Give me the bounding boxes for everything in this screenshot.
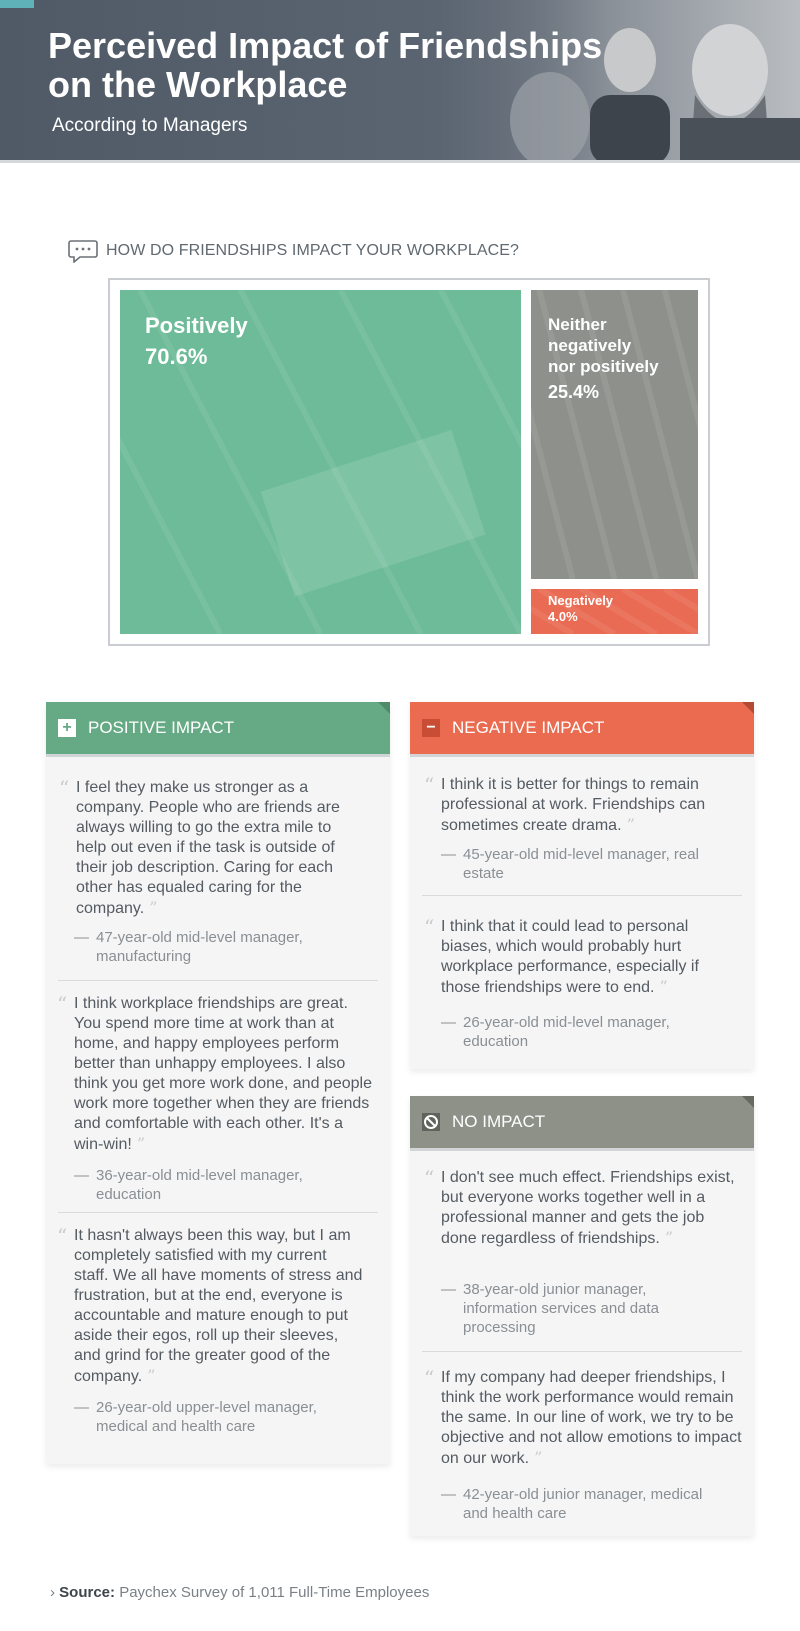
quote-text: I don't see much effect. Friendships exist, but everyone works together well in a professional manner and gets the job done regardless of friendships. xyxy=(441,1169,735,1247)
negative-impact-card xyxy=(410,702,754,1069)
category-name: Neither negatively nor positively xyxy=(548,315,659,376)
quote-text: It hasn't always been this way, but I am completely satisfied with my current staff. We all have moments of stress and frustration, but at the end, everyone is accountable and mature enough to put aside their egos, roll up their sleeves, and grind for the greater good of the company. xyxy=(74,1227,363,1385)
quote-text: I feel they make us stronger as a company. People who are friends are always willing to go the extra mile to help out even if the task is outside of their job description. Caring for each other has equaled caring for the company. xyxy=(76,779,340,917)
open-quote-icon: “ xyxy=(59,776,70,800)
no-impact-card xyxy=(410,1096,754,1536)
no-impact-header xyxy=(410,1096,754,1148)
survey-question xyxy=(68,238,519,264)
close-quote-icon: ” xyxy=(144,898,158,917)
page-subtitle: According to Managers xyxy=(52,115,248,136)
close-quote-icon: ” xyxy=(621,815,635,834)
plus-icon: + xyxy=(58,719,76,737)
positive-impact-card xyxy=(46,702,390,1464)
treemap-cell-negatively xyxy=(531,589,698,634)
quote-attribution: — 26-year-old mid-level manager, education xyxy=(441,1013,733,1051)
quote-attribution: — 47-year-old mid-level manager, manufacturing xyxy=(74,928,356,966)
quote-divider xyxy=(422,1351,742,1352)
open-quote-icon: “ xyxy=(57,992,68,1016)
header-underline xyxy=(46,754,390,757)
negative-impact-header xyxy=(410,702,754,754)
quote-divider xyxy=(58,1212,378,1213)
header-underline xyxy=(410,1148,754,1151)
close-quote-icon: ” xyxy=(654,977,668,996)
treemap-cell-positively xyxy=(120,290,521,634)
category-name: Negatively xyxy=(548,593,614,608)
corner-fold xyxy=(742,1096,754,1108)
open-quote-icon: “ xyxy=(424,773,435,797)
category-name: Positively xyxy=(145,313,248,338)
close-quote-icon: ” xyxy=(529,1448,543,1467)
negative-impact-title: NEGATIVE IMPACT xyxy=(452,718,605,737)
quote-attribution: — 26-year-old upper-level manager, medical and health care xyxy=(74,1398,356,1436)
quote-divider xyxy=(58,980,378,981)
positive-impact-title: POSITIVE IMPACT xyxy=(88,718,235,737)
quote-block xyxy=(424,915,741,998)
quote-block xyxy=(57,992,374,1155)
quote-block xyxy=(424,773,741,836)
speech-bubble-icon xyxy=(68,239,98,263)
category-value: 4.0% xyxy=(548,609,578,624)
open-quote-icon: “ xyxy=(424,1166,435,1190)
quote-divider xyxy=(422,895,742,896)
quote-block xyxy=(59,776,361,919)
impact-treemap-chart xyxy=(108,278,710,646)
close-quote-icon: ” xyxy=(142,1366,156,1385)
positive-impact-header xyxy=(46,702,390,754)
quote-attribution: — 45-year-old mid-level manager, real estate xyxy=(441,845,733,883)
no-impact-title: NO IMPACT xyxy=(452,1112,546,1131)
source-text: Paychex Survey of 1,011 Full-Time Employees xyxy=(119,1584,430,1601)
source-note xyxy=(50,1584,429,1601)
close-quote-icon: ” xyxy=(659,1228,674,1247)
quote-attribution: — 38-year-old junior manager, information services and data processing xyxy=(441,1280,723,1337)
category-value: 70.6% xyxy=(145,344,208,369)
quote-text: I think workplace friendships are great. You spend more time at work than at home, and happy employees perform better than unhappy employees. I also think you get more work done, and people work more together when they are friends and comfortable with each other. It's a win-win! xyxy=(74,995,372,1153)
minus-icon: − xyxy=(422,719,440,737)
category-value: 25.4% xyxy=(548,382,600,402)
corner-fold xyxy=(742,702,754,714)
page-title: Perceived Impact of Friendships on the Workplace xyxy=(48,25,603,105)
treemap-label xyxy=(548,593,613,625)
open-quote-icon: “ xyxy=(424,1366,435,1390)
header-banner xyxy=(0,0,800,163)
treemap-cell-neither xyxy=(531,290,698,579)
quote-attribution: — 36-year-old mid-level manager, education xyxy=(74,1166,356,1204)
treemap-label xyxy=(548,314,659,407)
header-divider xyxy=(0,160,800,163)
source-label: Source: xyxy=(59,1584,116,1601)
question-text: HOW DO FRIENDSHIPS IMPACT YOUR WORKPLACE? xyxy=(106,242,520,259)
open-quote-icon: “ xyxy=(57,1224,68,1248)
prohibited-icon xyxy=(422,1113,440,1131)
close-quote-icon: ” xyxy=(131,1134,146,1153)
header-underline xyxy=(410,754,754,757)
quote-attribution: — 42-year-old junior manager, medical and health care xyxy=(441,1485,723,1523)
quote-text: If my company had deeper friendships, I think the work performance would remain the same. In our line of work, we try to be objective and not allow emotions to impact on our work. xyxy=(441,1369,742,1467)
quote-block xyxy=(424,1366,747,1469)
quote-block xyxy=(57,1224,364,1387)
header-accent-bar xyxy=(0,0,34,8)
open-quote-icon: “ xyxy=(424,915,435,939)
quote-block xyxy=(424,1166,741,1249)
quote-text: I think it is better for things to remain professional at work. Friendships can sometimes create drama. xyxy=(441,776,706,834)
quote-text: I think that it could lead to personal biases, which would probably hurt workplace performance, especially if those friendships were to end. xyxy=(441,918,699,996)
corner-fold xyxy=(378,702,390,714)
chevron-right-icon: › xyxy=(50,1584,55,1601)
treemap-label xyxy=(145,312,248,374)
